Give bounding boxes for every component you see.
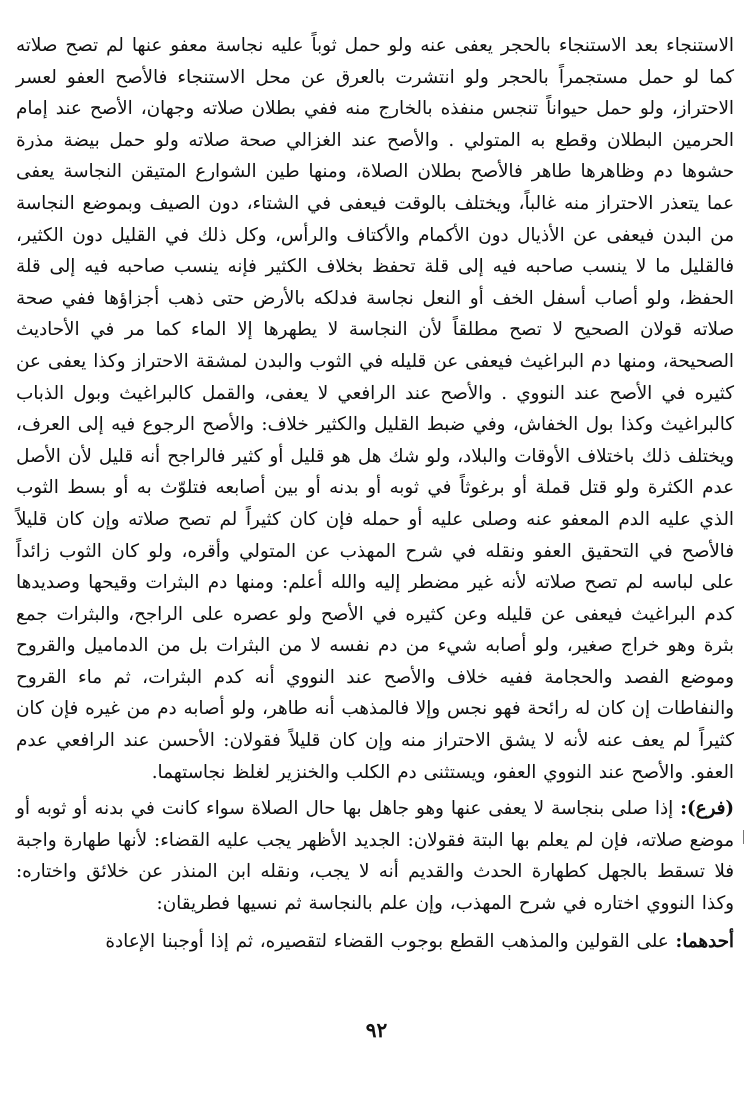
page	[16, 30, 734, 1090]
far-paragraph	[16, 793, 734, 919]
page-number: ٩٢	[365, 1018, 388, 1042]
margin-mark	[743, 830, 744, 844]
far-lead: (فرع):	[680, 798, 734, 820]
last-text: على القولين والمذهب القطع بوجوب القضاء لتقصيره، ثم إذا أوجبنا الإعادة	[105, 930, 676, 952]
far-text: إذا صلى بنجاسة لا يعفى عنها وهو جاهل بها حال الصلاة سواء كانت في بدنه أو ثوبه أو موضع صلاته، فإن لم يعلم بها البتة فقولان: الجديد الأظهر يجب عليه القضاء: لأنها طهارة واجبة فلا تسقط بالجهل كطهارة الحدث والقديم أنه لا يجب، ونقله ابن المنذر عن خلائق واختاره: وكذا النووي اختاره في شرح المهذب، وإن علم بالنجاسة ثم نسيها فطريقان:	[16, 798, 734, 915]
main-paragraph: الاستنجاء بعد الاستنجاء بالحجر يعفى عنه ولو حمل ثوباً عليه نجاسة معفو عنها لم تصح صلاته كما لو حمل مستجمراً بالحجر ولو انتشرت بالعرق عن محل الاستنجاء فالأصح العفو لعسر الاحتراز، ولو حمل حيواناً تنجس منفذه بالخارج منه ففي بطلان صلاته وجهان، الأصح عند إمام الحرمين البطلان وقطع به المتولي . والأصح عند الغزالي صحة صلاته ولو حمل بيضة مذرة حشوها دم وظاهرها طاهر فالأصح بطلان الصلاة، ومنها طين الشوارع المتيقن النجاسة يعفى عما يتعذر الاحتراز منه غالباً، ويختلف بالوقت فيعفى في الشتاء، دون الصيف وبموضع النجاسة من البدن فيعفى عن الأذيال دون الأكمام والأكتاف والرأس، وكل ذلك في القليل دون الكثير، فالقليل ما لا ينسب صاحبه فيه إلى قلة تحفظ بخلاف الكثير فإنه ينسب صاحبه فيه إلى قلة الحفظ، ولو أصاب أسفل الخف أو النعل نجاسة فدلكه بالأرض حتى ذهب أجزاؤها ففي صحة صلاته قولان الصحيح لا تصح مطلقاً لأن النجاسة لا يطهرها إلا الماء كما مر في الأحاديث الصحيحة، ومنها دم البراغيث فيعفى عن قليله في الثوب والبدن لمشقة الاحتراز وكذا يعفى عن كثيره في الأصح عند النووي . والأصح عند الرافعي لا يعفى، والقمل كالبراغيث وبول الذباب كالبراغيث وكذا بول الخفاش، وفي ضبط القليل والكثير خلاف: والأصح الرجوع فيه إلى العرف، ويختلف ذلك باختلاف الأوقات والبلاد، ولو شك هل هو قليل أو كثير فالراجح أنه قليل لأن الأصل عدم الكثرة ولو قتل قملة أو برغوثاً في ثوبه أو بدنه أو بين أصابعه فتلوّث به أو بسط الثوب الذي عليه الدم المعفو عنه وصلى عليه أو حمله فإن كان كثيراً لم تصح صلاته وإن كان قليلاً فالأصح في التحقيق العفو ونقله في شرح المهذب عن المتولي وأقره، ولو كان الثوب زائداً على لباسه لم تصح صلاته لأنه غير مضطر إليه والله أعلم: ومنها دم البثرات وقيحها وصديدها كدم البراغيث فيعفى عن قليله وعن كثيره في الأصح ولو عصره على الراجح، والبثرات جمع بثرة وهو خراج صغير، ولو أصابه شيء من دم نفسه لا من البثرات بل من الدماميل والقروح وموضع الفصد والحجامة ففيه خلاف والأصح عند النووي أنه كدم البثرات، ثم ماء القروح والنفاطات إن كان له رائحة فهو نجس وإلا فالمذهب أنه طاهر، ولو أصابه دم من غيره فإن كان كثيراً لم يعف عنه لأنه لا يشق الاحتراز منه وإن كان قليلاً فقولان: الأحسن عند الرافعي عدم العفو. والأصح عند النووي العفو، ويستثنى دم الكلب والخنزير لغلظ نجاستهما.	[16, 35, 734, 783]
last-paragraph	[16, 926, 734, 958]
last-lead: أحدهما:	[675, 930, 734, 952]
